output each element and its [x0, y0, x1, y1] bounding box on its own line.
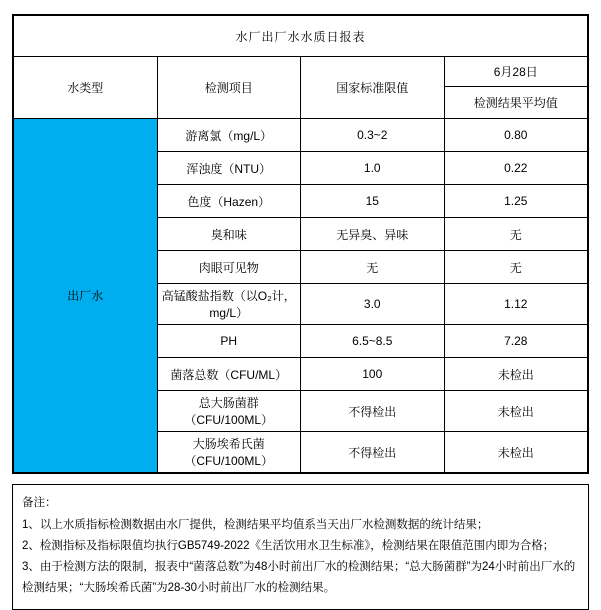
header-water-type: 水类型: [14, 57, 158, 119]
table-title-row: [14, 16, 588, 57]
test-item-name: 高锰酸盐指数（以O₂计，mg/L）: [157, 284, 301, 325]
standard-value: 6.5~8.5: [301, 325, 445, 358]
note-line: 2、检测指标及指标限值均执行GB5749-2022《生活饮用水卫生标准》，检测结果在限值范围内即为合格；: [22, 540, 555, 552]
water-type-value: 出厂水: [14, 119, 158, 473]
result-value: 0.80: [444, 119, 588, 152]
table-header-row-1: [14, 57, 588, 87]
note-line: 1、以上水质指标检测数据由水厂提供，检测结果平均值系当天出厂水检测数据的统计结果；: [22, 519, 489, 531]
header-national-standard: 国家标准限值: [301, 57, 445, 119]
water-quality-table: [13, 15, 588, 473]
result-value: 7.28: [444, 325, 588, 358]
test-item-name: 色度（Hazen）: [157, 185, 301, 218]
standard-value: 0.3~2: [301, 119, 445, 152]
test-item-name: 游离氯（mg/L）: [157, 119, 301, 152]
result-value: 未检出: [444, 391, 588, 432]
result-value: 1.12: [444, 284, 588, 325]
standard-value: 无: [301, 251, 445, 284]
standard-value: 100: [301, 358, 445, 391]
test-item-name: 总大肠菌群（CFU/100ML）: [157, 391, 301, 432]
report-table-frame: [12, 14, 589, 474]
notes-title: 备注：: [22, 497, 57, 509]
standard-value: 无异臭、异味: [301, 218, 445, 251]
note-line: 3、由于检测方法的限制，报表中“菌落总数”为48小时前出厂水的检测结果；“总大肠菌群”为24小时前出厂水的检测结果；“大肠埃希氏菌”为28-30小时前出厂水的检测结果。: [22, 561, 576, 594]
test-item-name: 大肠埃希氏菌（CFU/100ML）: [157, 432, 301, 473]
result-value: 无: [444, 251, 588, 284]
standard-value: 1.0: [301, 152, 445, 185]
test-item-name: 浑浊度（NTU）: [157, 152, 301, 185]
test-item-name: 臭和味: [157, 218, 301, 251]
standard-value: 不得检出: [301, 391, 445, 432]
page-title: 水厂出厂水水质日报表: [14, 16, 588, 57]
header-test-item: 检测项目: [157, 57, 301, 119]
header-date: 6月28日: [444, 57, 588, 87]
notes-section: [12, 484, 589, 610]
result-value: 未检出: [444, 432, 588, 473]
header-average-result: 检测结果平均值: [444, 87, 588, 119]
result-value: 1.25: [444, 185, 588, 218]
test-item-name: PH: [157, 325, 301, 358]
test-item-name: 肉眼可见物: [157, 251, 301, 284]
standard-value: 15: [301, 185, 445, 218]
test-item-name: 菌落总数（CFU/ML）: [157, 358, 301, 391]
result-value: 无: [444, 218, 588, 251]
table-row: [14, 119, 588, 152]
result-value: 0.22: [444, 152, 588, 185]
standard-value: 3.0: [301, 284, 445, 325]
standard-value: 不得检出: [301, 432, 445, 473]
result-value: 未检出: [444, 358, 588, 391]
